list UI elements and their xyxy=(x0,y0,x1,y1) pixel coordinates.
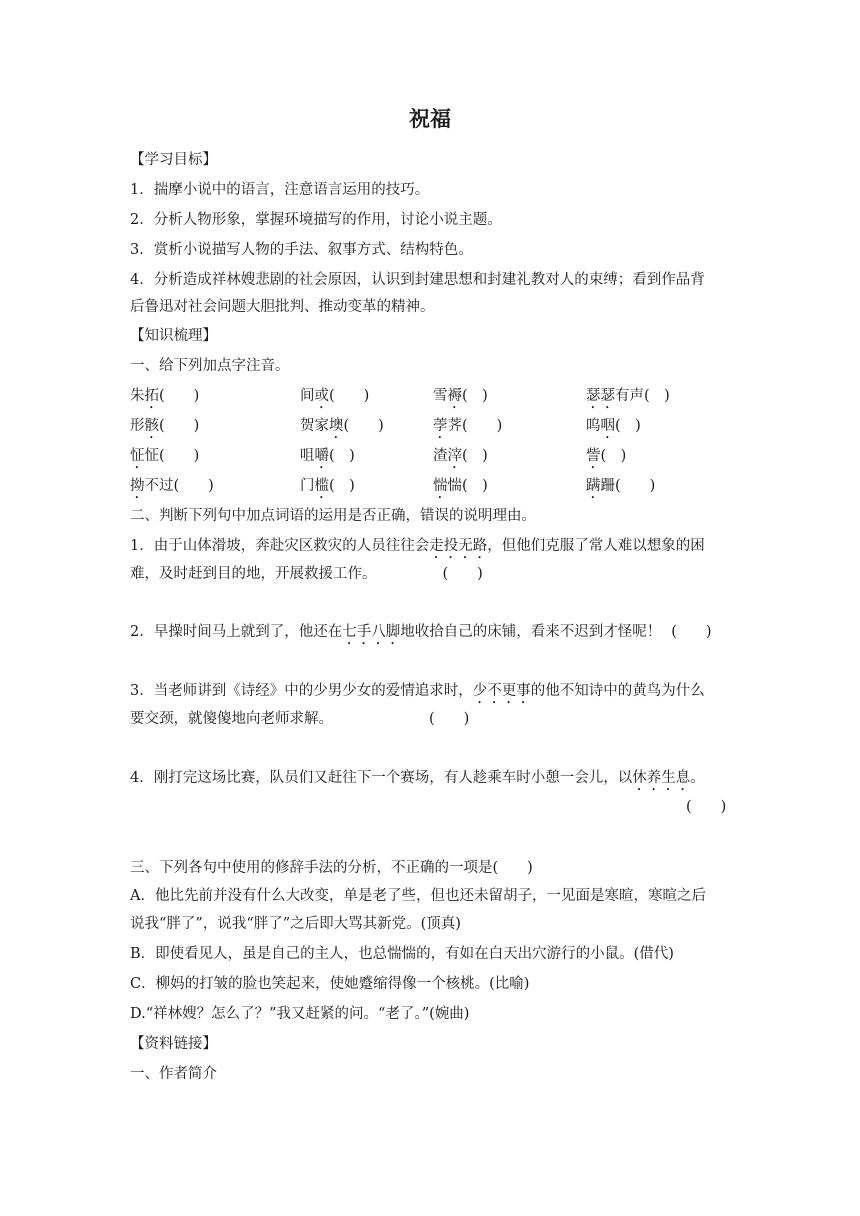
pinyin-item-pre: 雪 xyxy=(433,388,448,404)
pinyin-item-post: ( ) xyxy=(329,478,355,494)
q2-item-4-line1 xyxy=(130,768,705,794)
pinyin-item-post: ( ) xyxy=(600,448,627,464)
q2-item-1-line1 xyxy=(130,536,705,562)
q2-heading: 二、判断下列句中加点词语的运用是否正确，错误的说明理由。 xyxy=(130,508,536,524)
q2-item-1-dotted-word: 走投无路 xyxy=(429,538,488,554)
pinyin-dotted-char: 骸 xyxy=(144,418,159,434)
goal-4: 4．分析造成祥林嫂悲剧的社会原因，认识到封建思想和封建礼教对人的束缚；看到作品背 xyxy=(130,272,705,288)
q2-item-4-post: 。 xyxy=(690,770,705,786)
q2-item-3-dotted-word: 少不更事 xyxy=(472,683,531,699)
pinyin-item-post: ( ) xyxy=(462,448,488,464)
pinyin-item-post: ( ) xyxy=(462,388,488,404)
pinyin-dotted-char: 怔 xyxy=(130,448,145,464)
answer-paren: ( ) xyxy=(671,624,712,640)
q2-item-3-line2-text: 要交颈，就傻傻地向老师求解。 xyxy=(130,711,333,727)
pinyin-item-post: 惴( ) xyxy=(447,478,488,494)
pinyin-item xyxy=(586,476,655,502)
pinyin-item xyxy=(130,476,214,502)
q2-item-1-line2-text: 难，及时赶到目的地，开展救援工作。 xyxy=(130,566,377,582)
pinyin-item-pre: 贺家 xyxy=(300,418,329,434)
pinyin-item-pre: 间 xyxy=(300,388,315,404)
pinyin-dotted-char: 蹒 xyxy=(586,478,601,494)
pinyin-item xyxy=(586,386,670,412)
pinyin-dotted-char: 荸 xyxy=(433,418,448,434)
q3-option-a: A．他比先前并没有什么大改变，单是老了些，但也还未留胡子，一见面是寒暄，寒暄之后 xyxy=(130,888,706,904)
pinyin-item xyxy=(300,416,384,442)
section-heading-resources: 【资料链接】 xyxy=(130,1036,217,1052)
pinyin-item xyxy=(433,386,488,412)
pinyin-item xyxy=(300,476,355,502)
pinyin-item xyxy=(300,386,369,412)
pinyin-item-post: ( ) xyxy=(329,388,370,404)
q3-option-d: D.“祥林嫂？怎么了？”我又赶紧的问。“老了。”(婉曲) xyxy=(130,1006,470,1022)
pinyin-item xyxy=(586,446,626,472)
q2-item-4-dotted-word: 休养生息 xyxy=(632,770,691,786)
pinyin-dotted-char: 墺 xyxy=(329,418,344,434)
q2-item-2-dotted-word: 七手八脚 xyxy=(342,624,401,640)
q1-heading: 一、给下列加点字注音。 xyxy=(130,358,290,374)
q3-option-c: C．柳妈的打皱的脸也笑起来，使她蹙缩得像一个核桃。(比喻) xyxy=(130,976,530,992)
pinyin-dotted-char: 惴 xyxy=(433,478,448,494)
pinyin-dotted-char: 滓 xyxy=(447,448,462,464)
pinyin-dotted-char: 槛 xyxy=(314,478,329,494)
q2-item-4-pre: 4．刚打完这场比赛，队员们又赶往下一个赛场，有人趁乘车时小憩一会儿，以 xyxy=(130,770,633,786)
q3-option-a-cont: 说我“胖了”，说我“胖了”之后即大骂其新党。(顶真) xyxy=(130,916,461,932)
page-title: 祝福 xyxy=(409,107,451,131)
pinyin-item xyxy=(433,446,488,472)
pinyin-item-pre: 咀 xyxy=(300,448,315,464)
pinyin-item-post: ( ) xyxy=(159,388,200,404)
pinyin-item-pre: 形 xyxy=(130,418,145,434)
q2-item-3-pre: 3．当老师讲到《诗经》中的少男少女的爱情追求时， xyxy=(130,683,473,699)
pinyin-item-pre: 朱 xyxy=(130,388,145,404)
goal-2: 2．分析人物形象，掌握环境描写的作用，讨论小说主题。 xyxy=(130,212,502,228)
q2-item-1-pre: 1．由于山体滑坡，奔赴灾区救灾的人员往往会 xyxy=(130,538,430,554)
pinyin-item-post: 跚( ) xyxy=(600,478,656,494)
pinyin-item-pre: 门 xyxy=(300,478,315,494)
pinyin-item-post: 有声( ) xyxy=(615,388,670,404)
pinyin-item xyxy=(130,446,199,472)
pinyin-dotted-char: 拓 xyxy=(144,388,159,404)
pinyin-item-pre: 渣 xyxy=(433,448,448,464)
pinyin-dotted-char: 或 xyxy=(314,388,329,404)
pinyin-item xyxy=(433,476,488,502)
pinyin-dotted-char: 褥 xyxy=(447,388,462,404)
pinyin-dotted-char: 瑟瑟 xyxy=(586,388,615,404)
goal-1: 1．揣摩小说中的语言，注意语言运用的技巧。 xyxy=(130,182,430,198)
goal-3: 3．赏析小说描写人物的手法、叙事方式、结构特色。 xyxy=(130,242,473,258)
answer-paren: ( ) xyxy=(429,711,470,727)
q3-option-b: B．即使看见人，虽是自己的主人，也总惴惴的，有如在白天出穴游行的小鼠。(借代) xyxy=(130,946,674,962)
pinyin-dotted-char: 拗 xyxy=(130,478,145,494)
goal-4-cont: 后鲁迅对社会问题大胆批判、推动变革的精神。 xyxy=(130,299,435,315)
pinyin-item-post: 荠( ) xyxy=(447,418,503,434)
q2-item-2-post: 地收拾自己的床铺，看来不迟到才怪呢！ xyxy=(400,624,662,640)
q3-heading: 三、下列各句中使用的修辞手法的分析，不正确的一项是( ) xyxy=(130,860,533,876)
pinyin-item xyxy=(130,416,199,442)
pinyin-item xyxy=(433,416,502,442)
author-heading: 一、作者简介 xyxy=(130,1066,217,1082)
pinyin-item xyxy=(130,386,199,412)
pinyin-item-pre: 呜 xyxy=(586,418,601,434)
section-heading-goals: 【学习目标】 xyxy=(130,152,217,168)
q2-item-3-line1 xyxy=(130,681,705,707)
pinyin-item xyxy=(586,416,641,442)
pinyin-item xyxy=(300,446,355,472)
q2-item-3-post: 的他不知诗中的黄鸟为什么 xyxy=(530,683,705,699)
section-heading-knowledge: 【知识梳理】 xyxy=(130,328,217,344)
pinyin-item-post: ( ) xyxy=(159,418,200,434)
pinyin-item-post: 不过( ) xyxy=(144,478,214,494)
q2-item-1-post: ，但他们克服了常人难以想象的困 xyxy=(487,538,705,554)
pinyin-dotted-char: 嚼 xyxy=(314,448,329,464)
pinyin-dotted-char: 訾 xyxy=(586,448,601,464)
pinyin-dotted-char: 咽 xyxy=(600,418,615,434)
q2-item-2-line1 xyxy=(130,622,712,648)
answer-paren: ( ) xyxy=(442,566,483,582)
q2-item-2-pre: 2．早操时间马上就到了，他还在 xyxy=(130,624,343,640)
pinyin-item-post: ( ) xyxy=(329,448,355,464)
q2-item-1-line2 xyxy=(130,564,483,584)
pinyin-item-post: 怔( ) xyxy=(144,448,200,464)
pinyin-item-post: ( ) xyxy=(615,418,641,434)
answer-paren: ( ) xyxy=(686,799,727,815)
pinyin-item-post: ( ) xyxy=(343,418,384,434)
q2-item-3-line2 xyxy=(130,709,469,729)
